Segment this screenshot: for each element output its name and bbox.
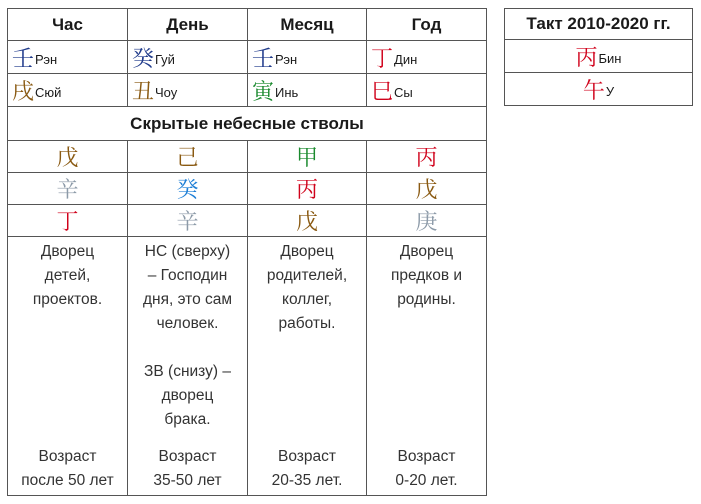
age-range: Возраст 35-50 лет: [153, 448, 222, 489]
hidden-stem: 辛: [8, 173, 128, 205]
hidden-stem: 庚: [367, 205, 487, 237]
stem-cell-hour: [8, 41, 128, 74]
palace-description: Дворец родителей, коллег, работы.: [266, 243, 348, 332]
hidden-stem: 戊: [8, 141, 128, 173]
description-year: [367, 237, 487, 496]
hidden-stems-row-1: [8, 141, 487, 173]
heavenly-stems-row: [8, 41, 487, 74]
branch-char: 寅: [252, 79, 275, 105]
palace-description: НС (сверху) – Господин дня, это сам человек. ЗВ (снизу) – дворец брака.: [142, 243, 233, 428]
takt-branch-row: [505, 73, 693, 106]
stem-char: 壬: [252, 46, 275, 72]
header-month: Месяц: [248, 9, 367, 41]
hidden-stems-row-2: [8, 173, 487, 205]
takt-title: Такт 2010-2020 гг.: [505, 9, 693, 40]
stem-char: 丁: [371, 46, 394, 72]
hidden-stems-title: Скрытые небесные стволы: [8, 107, 487, 141]
palace-description: Дворец детей, проектов.: [32, 243, 103, 308]
branch-char: 丑: [132, 79, 155, 105]
stem-reading: Дин: [394, 52, 418, 68]
hidden-stem: 丁: [8, 205, 128, 237]
stem-cell-month: [248, 41, 367, 74]
hidden-stem: 己: [128, 141, 248, 173]
takt-stem-char: 丙: [575, 45, 598, 71]
branch-char: 戌: [12, 79, 35, 105]
branch-reading: Чоу: [155, 85, 178, 101]
takt-stem-row: [505, 40, 693, 73]
branch-reading: Сюй: [35, 85, 62, 101]
bazi-chart-table: [7, 8, 487, 496]
hidden-stems-title-row: [8, 107, 487, 141]
hidden-stem: 丙: [367, 141, 487, 173]
hidden-stem: 丙: [248, 173, 367, 205]
takt-header-row: [505, 9, 693, 40]
branch-reading: Сы: [394, 85, 413, 101]
description-row: [8, 237, 487, 496]
branch-char: 巳: [371, 79, 394, 105]
age-range: Возраст после 50 лет: [21, 448, 114, 489]
header-day: День: [128, 9, 248, 41]
stem-cell-day: [128, 41, 248, 74]
takt-branch-reading: У: [605, 84, 615, 100]
header-year: Год: [367, 9, 487, 41]
hidden-stem: 甲: [248, 141, 367, 173]
hidden-stem: 癸: [128, 173, 248, 205]
takt-branch-cell: [505, 73, 693, 106]
earthly-branches-row: [8, 74, 487, 107]
stem-char: 壬: [12, 46, 35, 72]
takt-stem-reading: Бин: [598, 51, 622, 67]
stem-cell-year: [367, 41, 487, 74]
branch-cell-day: [128, 74, 248, 107]
branch-cell-year: [367, 74, 487, 107]
stem-char: 癸: [132, 46, 155, 72]
hidden-stem: 辛: [128, 205, 248, 237]
stem-reading: Гуй: [155, 52, 175, 68]
takt-branch-char: 午: [582, 78, 605, 104]
description-month: [248, 237, 367, 496]
hidden-stem: 戊: [248, 205, 367, 237]
header-hour: Час: [8, 9, 128, 41]
luck-pillar-table: [504, 8, 693, 106]
branch-cell-month: [248, 74, 367, 107]
takt-stem-cell: [505, 40, 693, 73]
description-day: [128, 237, 248, 496]
stem-reading: Рэн: [35, 52, 58, 68]
header-row: [8, 9, 487, 41]
palace-description: Дворец предков и родины.: [390, 243, 463, 308]
stem-reading: Рэн: [275, 52, 298, 68]
age-range: Возраст 20-35 лет.: [271, 448, 343, 489]
hidden-stems-row-3: [8, 205, 487, 237]
age-range: Возраст 0-20 лет.: [395, 448, 458, 489]
branch-reading: Инь: [275, 85, 299, 101]
description-hour: [8, 237, 128, 496]
branch-cell-hour: [8, 74, 128, 107]
hidden-stem: 戊: [367, 173, 487, 205]
